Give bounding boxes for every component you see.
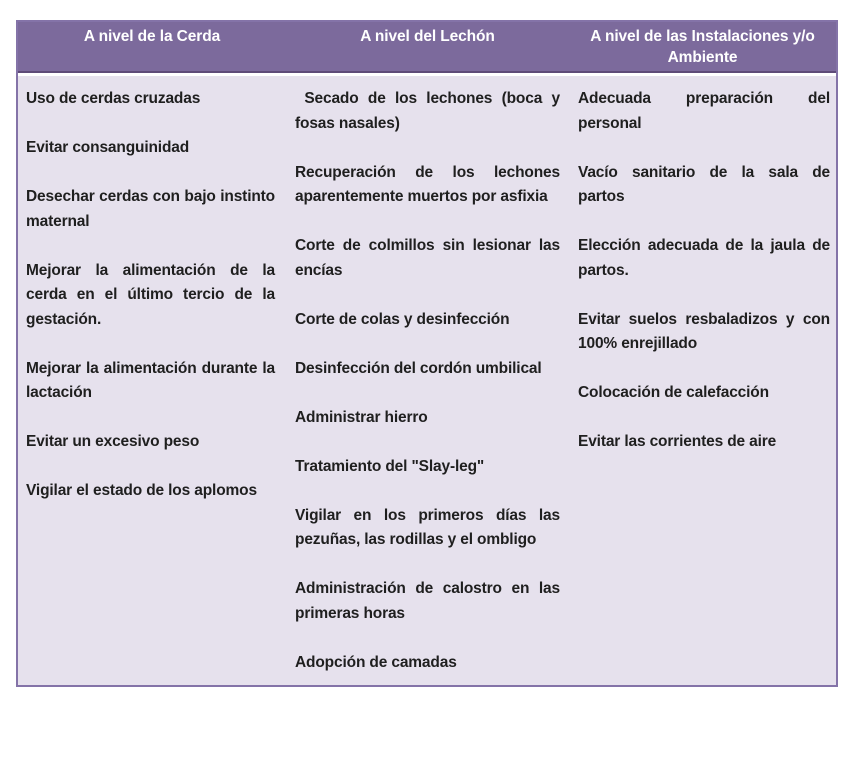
column-cells-cerda (18, 76, 286, 685)
table-header-row (18, 22, 836, 73)
cell-paragraph: Desechar cerdas con bajo instinto maternal (26, 188, 275, 230)
cell-paragraph: Mejorar la alimentación durante la lactación (26, 359, 275, 401)
column-cells-instalaciones (569, 76, 836, 685)
column-header-lechon: A nivel del Lechón (360, 28, 495, 45)
cell-paragraph: Secado de los lechones (boca y fosas nasales) (295, 90, 560, 132)
cell-paragraph: Colocación de calefacción (578, 384, 769, 401)
cell-paragraph: Desinfección del cordón umbilical (295, 359, 542, 377)
cell-paragraph: Evitar consanguinidad (26, 139, 190, 156)
cell-paragraph: Corte de colas y desinfección (295, 310, 510, 328)
column-cells-lechon (286, 76, 569, 685)
cell-paragraph: Vigilar en los primeros días las pezuñas, las rodillas y el ombligo (295, 506, 560, 548)
cell-paragraph: Mejorar la alimentación de la cerda en el último tercio de la gestación. (26, 261, 275, 328)
cell-paragraph: Tratamiento del "Slay-leg" (295, 457, 485, 475)
cell-paragraph: Vacío sanitario de la sala de partos (578, 163, 830, 205)
table-body-row (18, 73, 836, 685)
cell-paragraph: Adopción de camadas (295, 653, 457, 671)
cell-paragraph: Evitar las corrientes de aire (578, 433, 777, 450)
cell-paragraph: Adecuada preparación del personal (578, 90, 830, 132)
cell-paragraph: Administrar hierro (295, 408, 428, 426)
column-header-cerda: A nivel de la Cerda (83, 28, 221, 45)
cell-paragraph: Administración de calostro en las primeras horas (295, 580, 560, 622)
cell-paragraph: Elección adecuada de la jaula de partos. (578, 237, 830, 279)
management-table (16, 20, 838, 687)
cell-paragraph: Recuperación de los lechones aparentemente muertos por asfixia (295, 163, 560, 205)
cell-paragraph: Evitar suelos resbaladizos y con 100% enrejillado (578, 310, 830, 352)
column-header-instalaciones: A nivel de las Instalaciones y/o Ambiente (590, 28, 815, 66)
cell-paragraph: Uso de cerdas cruzadas (26, 90, 201, 107)
cell-paragraph: Evitar un excesivo peso (26, 433, 200, 450)
cell-paragraph: Vigilar el estado de los aplomos (26, 482, 257, 499)
cell-paragraph: Corte de colmillos sin lesionar las encías (295, 237, 560, 279)
